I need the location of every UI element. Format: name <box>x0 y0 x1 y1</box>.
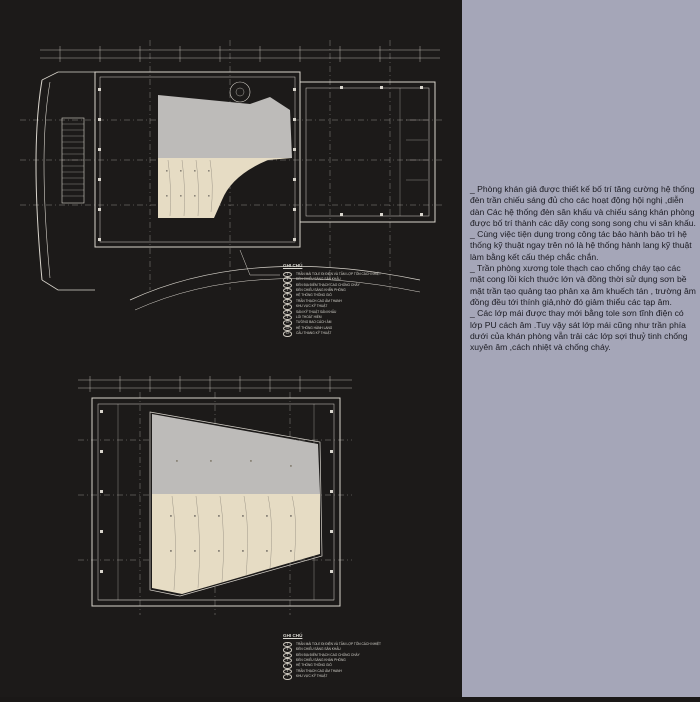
legend-title: GHI CHÚ <box>283 263 303 268</box>
legend-number: 6 <box>283 299 292 304</box>
legend-row <box>283 674 448 679</box>
legend-text: HỆ THỐNG THÔNG GIÓ <box>296 663 332 668</box>
legend-number: 7 <box>283 304 292 309</box>
legend-number: 6 <box>283 669 292 674</box>
description-text <box>470 184 696 353</box>
legend-number: 3 <box>283 283 292 288</box>
legend-number: 1 <box>283 272 292 277</box>
legend-row <box>283 331 448 336</box>
description-paragraph: _ Trần phòng xương tole thạch cao chống cháy tạo các mặt cong lồi kích thuớc lớn và đồng thời sử dụng sơn bề mặt trần tạo quảng tạo phản xạ âm khuếch tán , trường âm đồng đều tới thính giả,nhờ đó giảm thiểu các tạp âm. <box>470 263 696 307</box>
legend-number: 8 <box>283 310 292 315</box>
legend-text: ĐÈN ĐỊA ĐIỂM THẠCH CAO CHỐNG CHÁY <box>296 282 360 287</box>
legend-text: KHU VỰC KỸ THUẬT <box>296 304 328 309</box>
legend-number: 2 <box>283 277 292 282</box>
legend-text: TRẦN THẠCH CAO ÂM THANH <box>296 668 342 673</box>
legend-text: HỆ THỐNG HÀNH LANG <box>296 325 333 330</box>
legend-text: KHU VỰC KỸ THUẬT <box>296 674 328 679</box>
bottom-plan-ceiling <box>152 414 320 594</box>
legend-number: 7 <box>283 674 292 679</box>
description-paragraph: _ Cùng việc tiện dụng trong công tác bảo hành bảo trì hệ thống kỹ thuật ngay trên nó là hệ thống hành lang kỹ thuật làm bằng kết cấu thép chắc chắn. <box>470 229 692 262</box>
legend-text: HỆ THỐNG THÔNG GIÓ <box>296 293 332 298</box>
legend-text: LỐI THOÁT HIỂM <box>296 315 322 320</box>
legend-number: 11 <box>283 326 292 331</box>
legend-text: TƯỜNG BAO CÁCH ÂM <box>296 320 332 325</box>
legend-number: 5 <box>283 663 292 668</box>
legend-text: ĐÈN CHIẾU SÁNG SÂN KHẤU <box>296 277 341 282</box>
legend-text: ĐÈN CHIẾU SÁNG KHÁN PHÒNG <box>296 288 346 293</box>
legend-text: ĐÈN CHIẾU SÁNG KHÁN PHÒNG <box>296 658 346 663</box>
legend-text: ĐÈN ĐỊA ĐIỂM THẠCH CAO CHỐNG CHÁY <box>296 652 360 657</box>
legend-number: 4 <box>283 658 292 663</box>
legend-title: GHI CHÚ <box>283 633 303 638</box>
legend-text: SÀN KỸ THUẬT SÂN KHẤU <box>296 309 337 314</box>
description-paragraph: _ Các lớp mái được thay mới bằng tole sơn tĩnh điện có lớp PU cách âm .Tuy vậy sát lớp mái cũng như trần phía dưới của khán phòng vẫn trải các lớp sợi thuỷ tinh chống xuyên âm ,cách nhiệt và chống cháy. <box>470 308 688 353</box>
legend-number: 12 <box>283 331 292 336</box>
top-plan-ceiling <box>158 95 292 218</box>
legend-number: 4 <box>283 288 292 293</box>
legend-number: 2 <box>283 647 292 652</box>
legend-number: 10 <box>283 320 292 325</box>
legend-text: TRẦN THẠCH CAO ÂM THANH <box>296 298 342 303</box>
legend-text: TRẦN MÁI TOLE ĐỊ ĐIỆN VÀ TẤM LỢP TÔN CÁCH NHIỆT <box>296 641 381 646</box>
legend-text: CẦU THANG KỸ THUẬT <box>296 331 332 336</box>
bottom-plan-legend <box>283 634 448 680</box>
legend-text: ĐÈN CHIẾU SÁNG SÂN KHẤU <box>296 647 341 652</box>
legend-number: 5 <box>283 293 292 298</box>
legend-number: 1 <box>283 642 292 647</box>
legend-text: TRẦN MÁI TOLE ĐỊ ĐIỆN VÀ TẤM LỢP TÔN CÁCH NHIỆT <box>296 271 381 276</box>
description-paragraph: _ Phòng khán giả được thiết kế bố trí tăng cường hệ thống đèn trần chiếu sáng đủ cho các hoạt động hội nghị ,diễn dàn Các hệ thống đèn sân khấu và chiếu sáng khán phòng được bố trí thành các dãy cong song song chu vi sân khấu. <box>470 184 696 228</box>
legend-number: 3 <box>283 653 292 658</box>
top-plan-legend <box>283 264 448 337</box>
legend-number: 9 <box>283 315 292 320</box>
